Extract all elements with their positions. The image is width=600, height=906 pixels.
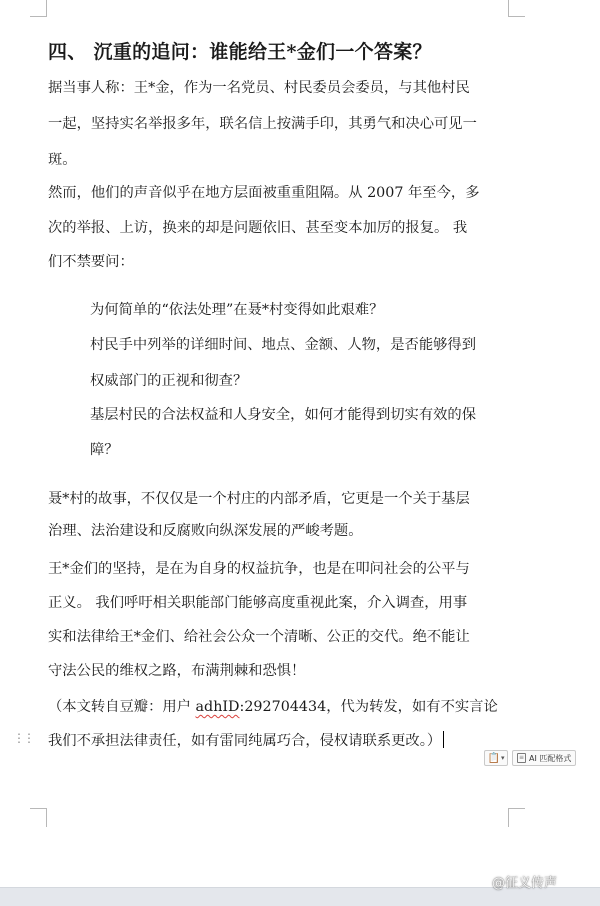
spellcheck-flagged-word: adhID [195,699,240,715]
paragraph-3-line-2[interactable]: 治理、法治建设和反腐败向纵深发展的严峻考题。 [48,523,363,539]
source-note-line-1[interactable] [48,697,498,717]
paragraph-drag-handle-icon[interactable]: ⋮⋮ [13,731,33,745]
question-1[interactable]: 为何简单的“依法处理”在聂*村变得如此艰难？ [90,302,384,318]
paragraph-4-line-1[interactable]: 王*金们的坚持，是在为自身的权益抗争，也是在叩问社会的公平与 [48,561,470,577]
ai-match-format-label: AI 匹配格式 [529,753,572,763]
crop-mark-bottom-left [30,808,47,827]
paragraph-4-line-2[interactable]: 正义。 我们呼吁相关职能部门能够高度重视此案，介入调查，用事 [48,595,468,611]
question-2-line-2[interactable]: 权威部门的正视和彻查？ [90,373,248,389]
paragraph-3-line-1[interactable]: 聂*村的故事，不仅仅是一个村庄的内部矛盾，它更是一个关于基层 [48,491,470,507]
paragraph-2-line-3[interactable]: 们不禁要问： [48,254,134,270]
paragraph-4-line-3[interactable]: 实和法律给王*金们、给社会公众一个清晰、公正的交代。绝不能让 [48,629,470,645]
question-3-line-2[interactable]: 障？ [90,442,119,458]
paragraph-2-line-2[interactable]: 次的举报、上访，换来的却是问题依旧、甚至变本加厉的报复。 我 [48,220,468,236]
question-2-line-1[interactable]: 村民手中列举的详细时间、地点、金额、人物，是否能够得到 [90,337,477,353]
chevron-down-icon: ▾ [500,754,505,762]
section-heading[interactable]: 四、 沉重的追问：谁能给王*金们一个答案？ [48,41,432,63]
paragraph-2-line-1[interactable]: 然而，他们的声音似乎在地方层面被重重阻隔。从 2007 年至今，多 [48,185,480,201]
paragraph-1-line-1[interactable]: 据当事人称：王*金，作为一名党员、村民委员会委员，与其他村民 [48,80,470,96]
paragraph-4-line-4[interactable]: 守法公民的维权之路，布满荆棘和恐惧！ [48,663,306,679]
ai-match-format-button[interactable] [512,750,576,766]
source-note-suffix: :292704434，代为转发，如有不实言论 [239,699,498,715]
paste-options-button[interactable] [484,750,508,766]
clipboard-icon: 📋 [487,752,500,764]
source-note-prefix: （本文转自豆瓣：用户 [48,699,196,715]
format-icon: ≡ [518,754,525,761]
question-3-line-1[interactable]: 基层村民的合法权益和人身安全，如何才能得到切实有效的保 [90,407,477,423]
crop-mark-top-right [508,0,525,17]
crop-mark-bottom-right [508,808,525,827]
source-note-line-2[interactable] [48,731,444,751]
source-note-line-2-text: 我们不承担法律责任，如有雷同纯属巧合，侵权请联系更改。） [48,733,442,749]
crop-mark-top-left [30,0,47,17]
watermark: @征义传声 [492,876,558,891]
text-cursor [443,731,444,748]
paragraph-1-line-2[interactable]: 一起，坚持实名举报多年，联名信上按满手印，其勇气和决心可见一 [48,116,477,132]
paragraph-1-line-3[interactable]: 斑。 [48,152,77,168]
